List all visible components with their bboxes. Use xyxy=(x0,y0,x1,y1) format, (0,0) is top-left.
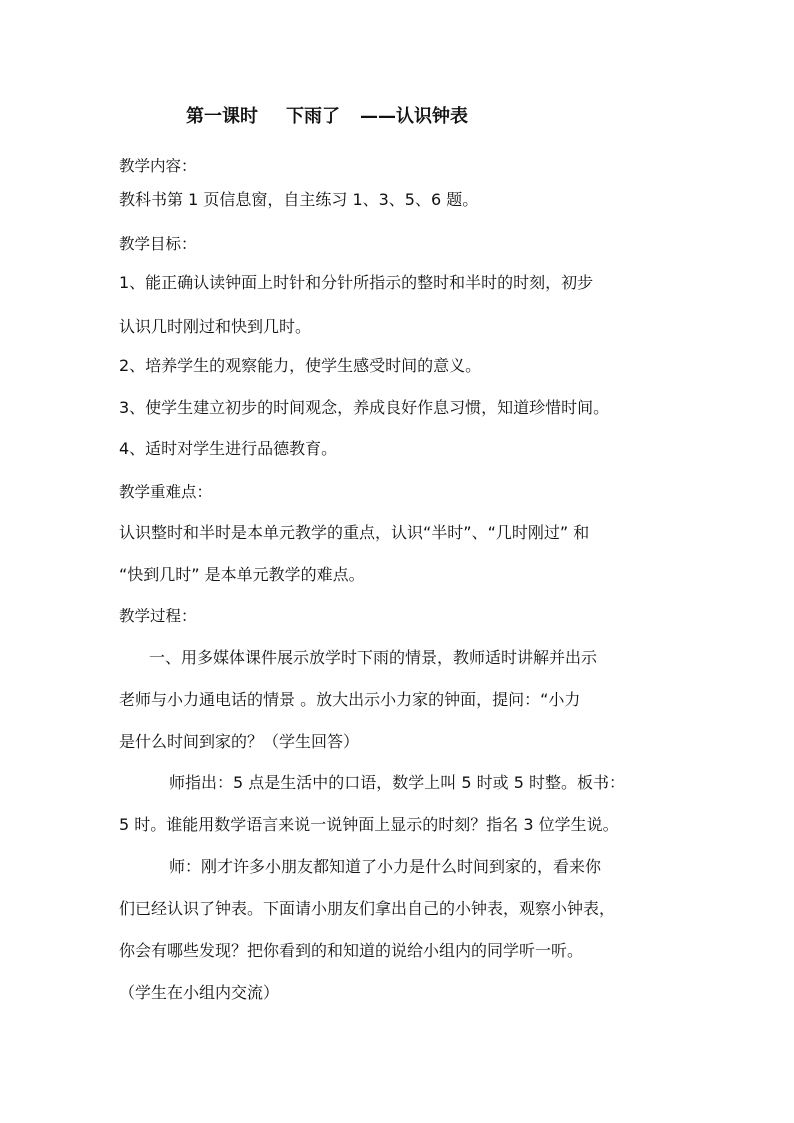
process-heading: 教学过程： xyxy=(119,607,197,625)
process-paragraph-1-line-3: 是什么时间到家的？（学生回答） xyxy=(119,732,360,751)
content-heading: 教学内容： xyxy=(119,157,197,175)
process-paragraph-3-line-1: 师：刚才许多小朋友都知道了小力是什么时间到家的，看来你 xyxy=(169,857,602,876)
goals-heading: 教学目标： xyxy=(119,235,197,253)
goal-4: 4、适时对学生进行品德教育。 xyxy=(119,439,338,458)
process-paragraph-1-line-2: 老师与小力通电话的情景 。放大出示小力家的钟面，提问：“小力 xyxy=(119,690,581,709)
key-points-heading: 教学重难点： xyxy=(119,483,213,501)
key-points-line-2: “快到几时” 是本单元教学的难点。 xyxy=(119,565,365,584)
goal-1-line-2: 认识几时刚过和快到几时。 xyxy=(119,317,312,336)
process-paragraph-2-line-2: 5 时。谁能用数学语言来说一说钟面上显示的时刻？指名 3 位学生说。 xyxy=(119,815,619,834)
key-points-line-1: 认识整时和半时是本单元教学的重点，认识“半时”、“几时刚过” 和 xyxy=(119,523,590,542)
content-text: 教科书第 1 页信息窗，自主练习 1、3、5、6 题。 xyxy=(119,190,479,209)
process-paragraph-1-line-1: 一、用多媒体课件展示放学时下雨的情景，教师适时讲解并出示 xyxy=(149,648,598,667)
lesson-subtitle: ——认识钟表 xyxy=(360,106,468,127)
process-paragraph-3-line-3: 你会有哪些发现？把你看到的和知道的说给小组内的同学听一听。 xyxy=(119,941,584,960)
process-paragraph-3-line-4: （学生在小组内交流） xyxy=(119,983,280,1002)
goal-2: 2、培养学生的观察能力，使学生感受时间的意义。 xyxy=(119,356,482,375)
lesson-topic: 下雨了 xyxy=(286,106,340,127)
goal-3: 3、使学生建立初步的时间观念，养成良好作息习惯，知道珍惜时间。 xyxy=(119,398,610,417)
process-paragraph-2-line-1: 师指出：5 点是生活中的口语，数学上叫 5 时或 5 时整。板书： xyxy=(169,773,625,792)
lesson-title xyxy=(186,106,468,128)
goal-1-line-1: 1、能正确认读钟面上时针和分针所指示的整时和半时的时刻，初步 xyxy=(119,273,594,292)
process-paragraph-3-line-2: 们已经认识了钟表。下面请小朋友们拿出自己的小钟表，观察小钟表， xyxy=(119,899,616,918)
lesson-number: 第一课时 xyxy=(186,106,258,127)
